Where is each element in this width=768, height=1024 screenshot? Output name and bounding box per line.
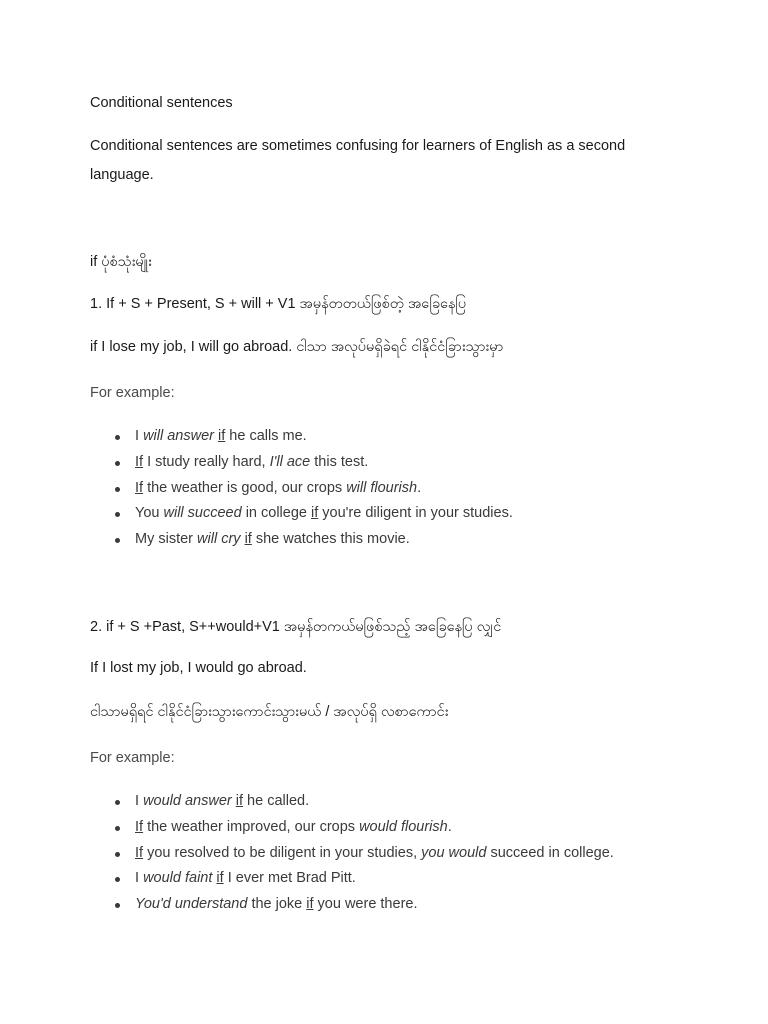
- list-item: If the weather is good, our crops will flourish.: [135, 476, 513, 502]
- list-item: You will succeed in college if you're diligent in your studies.: [135, 501, 513, 527]
- list-item: If you resolved to be diligent in your studies, you would succeed in college.: [135, 841, 614, 867]
- for-example-label-2: For example:: [90, 750, 175, 766]
- intro-paragraph: Conditional sentences are sometimes confusing for learners of English as a second language.: [90, 138, 626, 183]
- rule-1-example: if I lose my job, I will go abroad. ငါသာ အလုပ်မရှိခဲရင် ငါနိုင်ငံခြားသွားမှာ: [90, 339, 504, 355]
- list-item: I would faint if I ever met Brad Pitt.: [135, 866, 614, 892]
- list-item: I will answer if he calls me.: [135, 424, 513, 450]
- rule-2: 2. if + S +Past, S++would+V1 အမှန်တကယ်မဖြစ်သည့် အခြေနေပြ လျှင်: [90, 619, 502, 635]
- heading-if: if ပုံစံသုံးမျိုး: [90, 254, 152, 270]
- list-item: I would answer if he called.: [135, 789, 614, 815]
- list-item: If I study really hard, I'll ace this test.: [135, 450, 513, 476]
- for-example-label-1: For example:: [90, 385, 175, 401]
- list-item: If the weather improved, our crops would flourish.: [135, 815, 614, 841]
- rule-1: 1. If + S + Present, S + will + V1 အမှန်တတယ်ဖြစ်တဲ့ အခြေနေပြ: [90, 296, 467, 312]
- example-list-2: [90, 789, 614, 918]
- list-item: My sister will cry if she watches this movie.: [135, 527, 513, 553]
- list-item: You'd understand the joke if you were there.: [135, 892, 614, 918]
- doc-title: Conditional sentences: [90, 95, 233, 111]
- rule-2-burmese: ငါသာမရှိရင် ငါနိုင်ငံခြားသွားကောင်းသွားမယ် / အလုပ်ရှိ လစာကောင်း: [90, 704, 449, 720]
- example-list-1: [90, 424, 513, 553]
- rule-2-example: If I lost my job, I would go abroad.: [90, 660, 307, 676]
